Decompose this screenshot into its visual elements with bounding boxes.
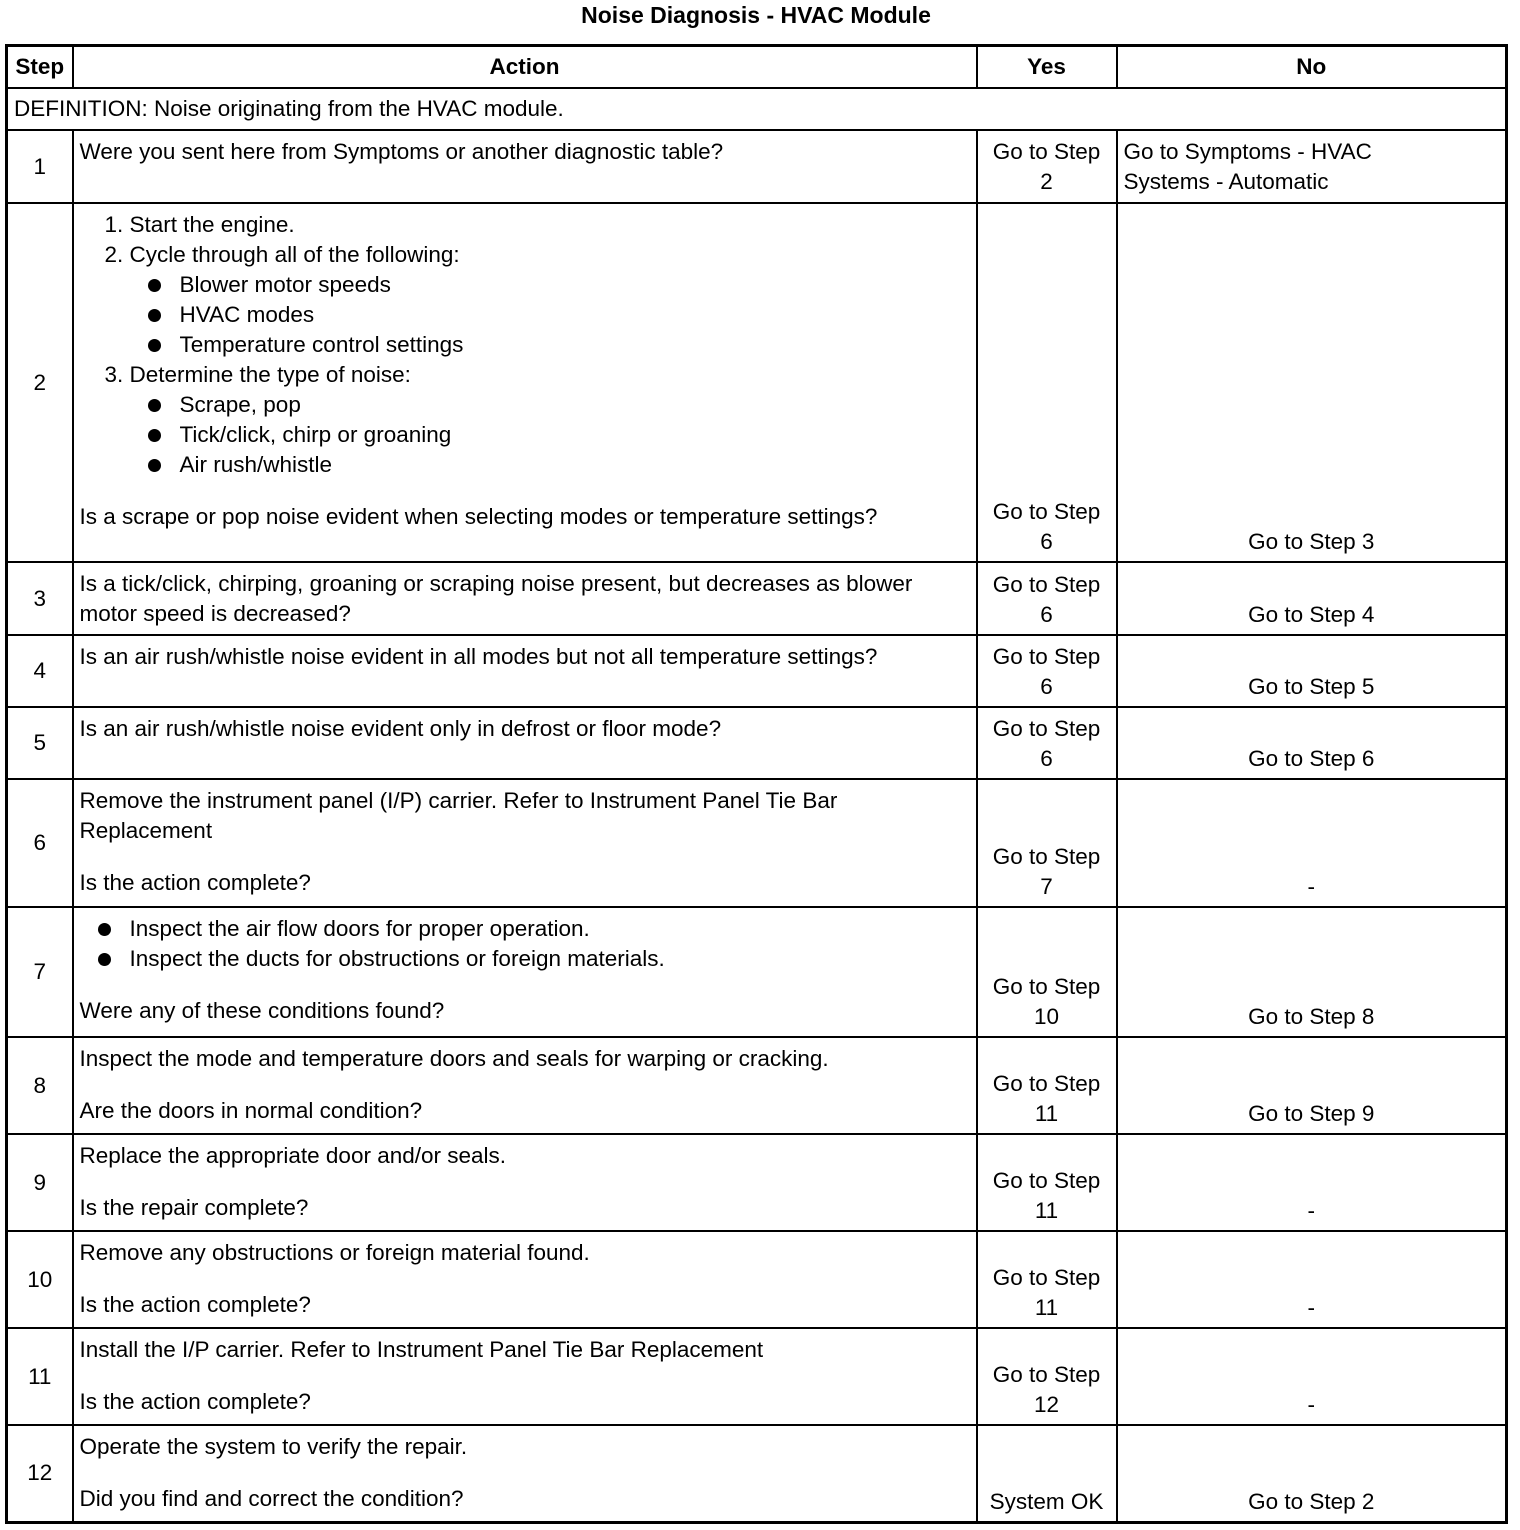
yes-step: 10 [1033, 1004, 1060, 1029]
step-number: 3 [7, 562, 73, 635]
step-number: 9 [7, 1134, 73, 1231]
action-cell [73, 1231, 977, 1328]
list-item: Air rush/whistle [130, 450, 968, 480]
list-item: Scrape, pop [130, 390, 968, 420]
header-yes: Yes [977, 46, 1117, 89]
step-number: 8 [7, 1037, 73, 1134]
question-text: Were any of these conditions found? [79, 998, 445, 1023]
no-text: Go to Symptoms - HVAC [1123, 139, 1372, 164]
action-text: Remove any obstructions or foreign material found. [79, 1240, 590, 1265]
action-text: Is an air rush/whistle noise evident only in defrost or floor mode? [73, 707, 977, 779]
yes-cell [977, 203, 1117, 562]
yes-text: Go to Step [992, 1071, 1101, 1096]
yes-text: System OK [977, 1425, 1117, 1522]
step-number: 11 [7, 1328, 73, 1425]
yes-cell [977, 907, 1117, 1037]
list-item: Inspect the ducts for obstructions or foreign materials. [80, 944, 968, 974]
action-text: Operate the system to verify the repair. [79, 1434, 468, 1459]
list-item: HVAC modes [130, 300, 968, 330]
no-text: - [1117, 1328, 1507, 1425]
header-action: Action [73, 46, 977, 89]
action-text: Inspect the mode and temperature doors and seals for warping or cracking. [79, 1046, 829, 1071]
table-row [7, 203, 1507, 562]
step-number: 12 [7, 1425, 73, 1522]
table-row [7, 635, 1507, 707]
diagnosis-table [5, 44, 1508, 1524]
yes-cell [977, 1134, 1117, 1231]
yes-text: Go to Step [992, 139, 1101, 164]
action-cell [73, 907, 977, 1037]
list-item-text: Cycle through all of the following: [129, 242, 460, 267]
yes-cell [977, 562, 1117, 635]
yes-text: Go to Step [992, 1265, 1101, 1290]
yes-text: Go to Step [992, 974, 1101, 999]
yes-step: 11 [1034, 1295, 1059, 1320]
list-item-text: Determine the type of noise: [129, 362, 411, 387]
yes-step: 11 [1034, 1198, 1059, 1223]
yes-cell [977, 779, 1117, 907]
step-number: 1 [7, 130, 73, 203]
no-text: Go to Step 6 [1117, 707, 1507, 779]
action-text: Remove the instrument panel (I/P) carrier. Refer to Instrument Panel Tie Bar Replacement [79, 788, 838, 843]
yes-cell [977, 130, 1117, 203]
yes-step: 7 [1040, 874, 1053, 899]
step-list [80, 210, 968, 480]
action-cell [73, 1425, 977, 1522]
question-text: Are the doors in normal condition? [79, 1098, 423, 1123]
definition-text: DEFINITION: Noise originating from the HVAC module. [7, 88, 1507, 130]
table-row [7, 1037, 1507, 1134]
table-row [7, 779, 1507, 907]
yes-text: Go to Step [992, 1168, 1101, 1193]
step-number: 2 [7, 203, 73, 562]
list-item [130, 240, 968, 360]
question-text: Is the action complete? [79, 1389, 311, 1414]
bullet-list [80, 914, 968, 974]
step-number: 5 [7, 707, 73, 779]
yes-cell [977, 635, 1117, 707]
no-text: Go to Step 3 [1117, 203, 1507, 562]
no-text: Go to Step 5 [1117, 635, 1507, 707]
table-row [7, 1425, 1507, 1522]
list-item: 1. Start the engine. [130, 210, 968, 240]
step-number: 6 [7, 779, 73, 907]
no-cell [1117, 130, 1507, 203]
table-row [7, 707, 1507, 779]
table-row [7, 130, 1507, 203]
action-cell [73, 779, 977, 907]
no-text: - [1117, 1134, 1507, 1231]
no-text: - [1117, 1231, 1507, 1328]
list-item: Blower motor speeds [130, 270, 968, 300]
action-cell [73, 1037, 977, 1134]
question-text: Is the action complete? [79, 870, 311, 895]
action-cell [73, 1328, 977, 1425]
action-text: Is an air rush/whistle noise evident in all modes but not all temperature settings? [73, 635, 977, 707]
yes-cell [977, 1037, 1117, 1134]
action-text: Replace the appropriate door and/or seals. [79, 1143, 507, 1168]
no-text-2: Systems - Automatic [1123, 169, 1329, 194]
yes-cell [977, 1231, 1117, 1328]
action-cell [73, 203, 977, 562]
step-number: 10 [7, 1231, 73, 1328]
header-step: Step [7, 46, 73, 89]
yes-step: 6 [1040, 746, 1053, 771]
action-cell [73, 1134, 977, 1231]
table-row [7, 1231, 1507, 1328]
step-number: 7 [7, 907, 73, 1037]
yes-text: Go to Step [992, 572, 1101, 597]
yes-step: 6 [1040, 674, 1053, 699]
yes-cell [977, 1328, 1117, 1425]
list-item: Tick/click, chirp or groaning [130, 420, 968, 450]
yes-text: Go to Step [992, 716, 1101, 741]
yes-text: Go to Step [992, 644, 1101, 669]
sub-list [80, 270, 968, 360]
definition-row [7, 88, 1507, 130]
question-text: Did you find and correct the condition? [79, 1486, 464, 1511]
yes-step: 2 [1040, 169, 1053, 194]
page-title: Noise Diagnosis - HVAC Module [581, 2, 931, 28]
list-item [130, 360, 968, 480]
header-row [7, 46, 1507, 89]
yes-cell [977, 707, 1117, 779]
yes-text: Go to Step [992, 499, 1101, 524]
action-text: Were you sent here from Symptoms or another diagnostic table? [73, 130, 977, 203]
question-text: Is the action complete? [79, 1292, 311, 1317]
sub-list [80, 390, 968, 480]
yes-text: Go to Step [992, 1362, 1101, 1387]
no-text: Go to Step 2 [1117, 1425, 1507, 1522]
no-text: Go to Step 8 [1117, 907, 1507, 1037]
header-no: No [1117, 46, 1507, 89]
table-row [7, 907, 1507, 1037]
action-text: Is a tick/click, chirping, groaning or scraping noise present, but decreases as blower motor speed is decreased? [73, 562, 977, 635]
no-text: Go to Step 9 [1117, 1037, 1507, 1134]
yes-step: 11 [1034, 1101, 1059, 1126]
action-text: Install the I/P carrier. Refer to Instrument Panel Tie Bar Replacement [79, 1337, 764, 1362]
step-number: 4 [7, 635, 73, 707]
table-row [7, 562, 1507, 635]
list-item: Inspect the air flow doors for proper operation. [80, 914, 968, 944]
yes-text: Go to Step [992, 844, 1101, 869]
list-item: Temperature control settings [130, 330, 968, 360]
yes-step: 6 [1040, 529, 1053, 554]
table-row [7, 1134, 1507, 1231]
table-row [7, 1328, 1507, 1425]
yes-step: 6 [1040, 602, 1053, 627]
question-text: Is a scrape or pop noise evident when selecting modes or temperature settings? [79, 504, 878, 529]
no-text: - [1117, 779, 1507, 907]
question-text: Is the repair complete? [79, 1195, 309, 1220]
no-text: Go to Step 4 [1117, 562, 1507, 635]
yes-step: 12 [1033, 1392, 1060, 1417]
